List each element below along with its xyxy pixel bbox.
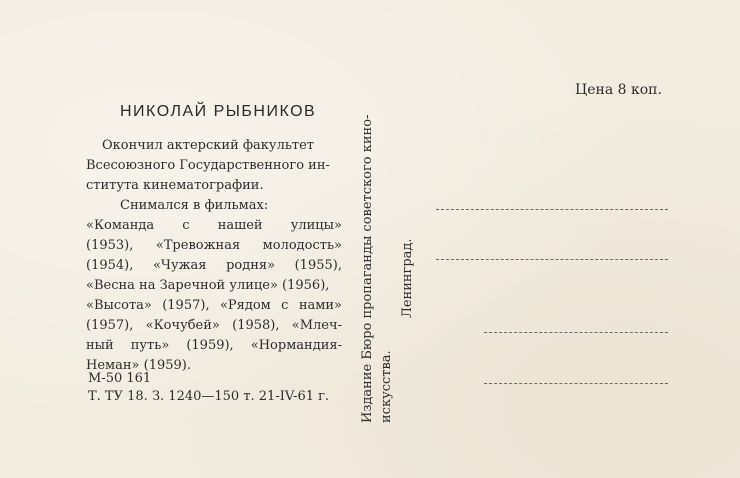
publisher-line-1: Издание Бюро пропаганды советского кино- — [360, 114, 375, 423]
bio-line: Всесоюзного Государственного ин- — [86, 158, 330, 173]
film-line — [86, 256, 342, 276]
actor-name-title: НИКОЛАЙ РЫБНИКОВ — [120, 103, 317, 120]
film-word: улицы» — [290, 218, 342, 233]
address-line — [436, 259, 668, 260]
film-word: (1958), — [232, 318, 280, 333]
film-line — [86, 316, 342, 336]
film-word: путь» — [130, 338, 170, 353]
film-word: «Команда — [86, 218, 155, 233]
film-word: (1957), — [86, 318, 134, 333]
film-word: (1957), — [162, 298, 210, 313]
film-word: «Кочубей» — [145, 318, 220, 333]
address-line — [484, 383, 668, 384]
film-line — [86, 296, 342, 316]
bio-line: ститута кинематографии. — [86, 178, 264, 193]
film-word: молодость» — [262, 238, 342, 253]
film-word: (1953), — [86, 238, 134, 253]
film-line — [86, 276, 342, 296]
film-word: ный — [86, 338, 114, 353]
film-word: Неман» (1959). — [86, 358, 192, 373]
film-word: «Высота» — [86, 298, 152, 313]
price-label: Цена 8 коп. — [575, 82, 662, 98]
film-word: с — [281, 298, 289, 313]
film-word: нами» — [298, 298, 342, 313]
print-run-code: Т. ТУ 18. З. 1240—150 т. 21-IV-61 г. — [88, 389, 330, 404]
publisher-city: Ленинград. — [400, 238, 415, 318]
film-line — [86, 236, 342, 256]
film-word: «Рядом — [219, 298, 271, 313]
film-word: родня» — [226, 258, 276, 273]
films-heading: Снимался в фильмах: — [120, 198, 269, 213]
bio-line: Окончил актерский факультет — [102, 138, 314, 153]
film-word: (1955), — [294, 258, 342, 273]
catalog-code: М-50 161 — [88, 371, 152, 386]
address-line — [484, 332, 668, 333]
films-list — [86, 216, 342, 376]
film-word: «Весна на Заречной улице» (1956), — [86, 278, 330, 293]
film-word: нашей — [217, 218, 263, 233]
print-codes — [88, 370, 329, 406]
film-word: «Чужая — [152, 258, 207, 273]
film-line — [86, 336, 342, 356]
biography-block — [86, 136, 342, 376]
film-word: «Нормандия- — [250, 338, 342, 353]
film-word: «Млеч- — [291, 318, 342, 333]
film-word: с — [182, 218, 190, 233]
film-word: (1954), — [86, 258, 134, 273]
publisher-line-2: искусства. — [379, 350, 394, 423]
film-word: «Тревожная — [155, 238, 241, 253]
address-line — [436, 209, 668, 210]
film-word: (1959), — [186, 338, 234, 353]
film-line — [86, 216, 342, 236]
